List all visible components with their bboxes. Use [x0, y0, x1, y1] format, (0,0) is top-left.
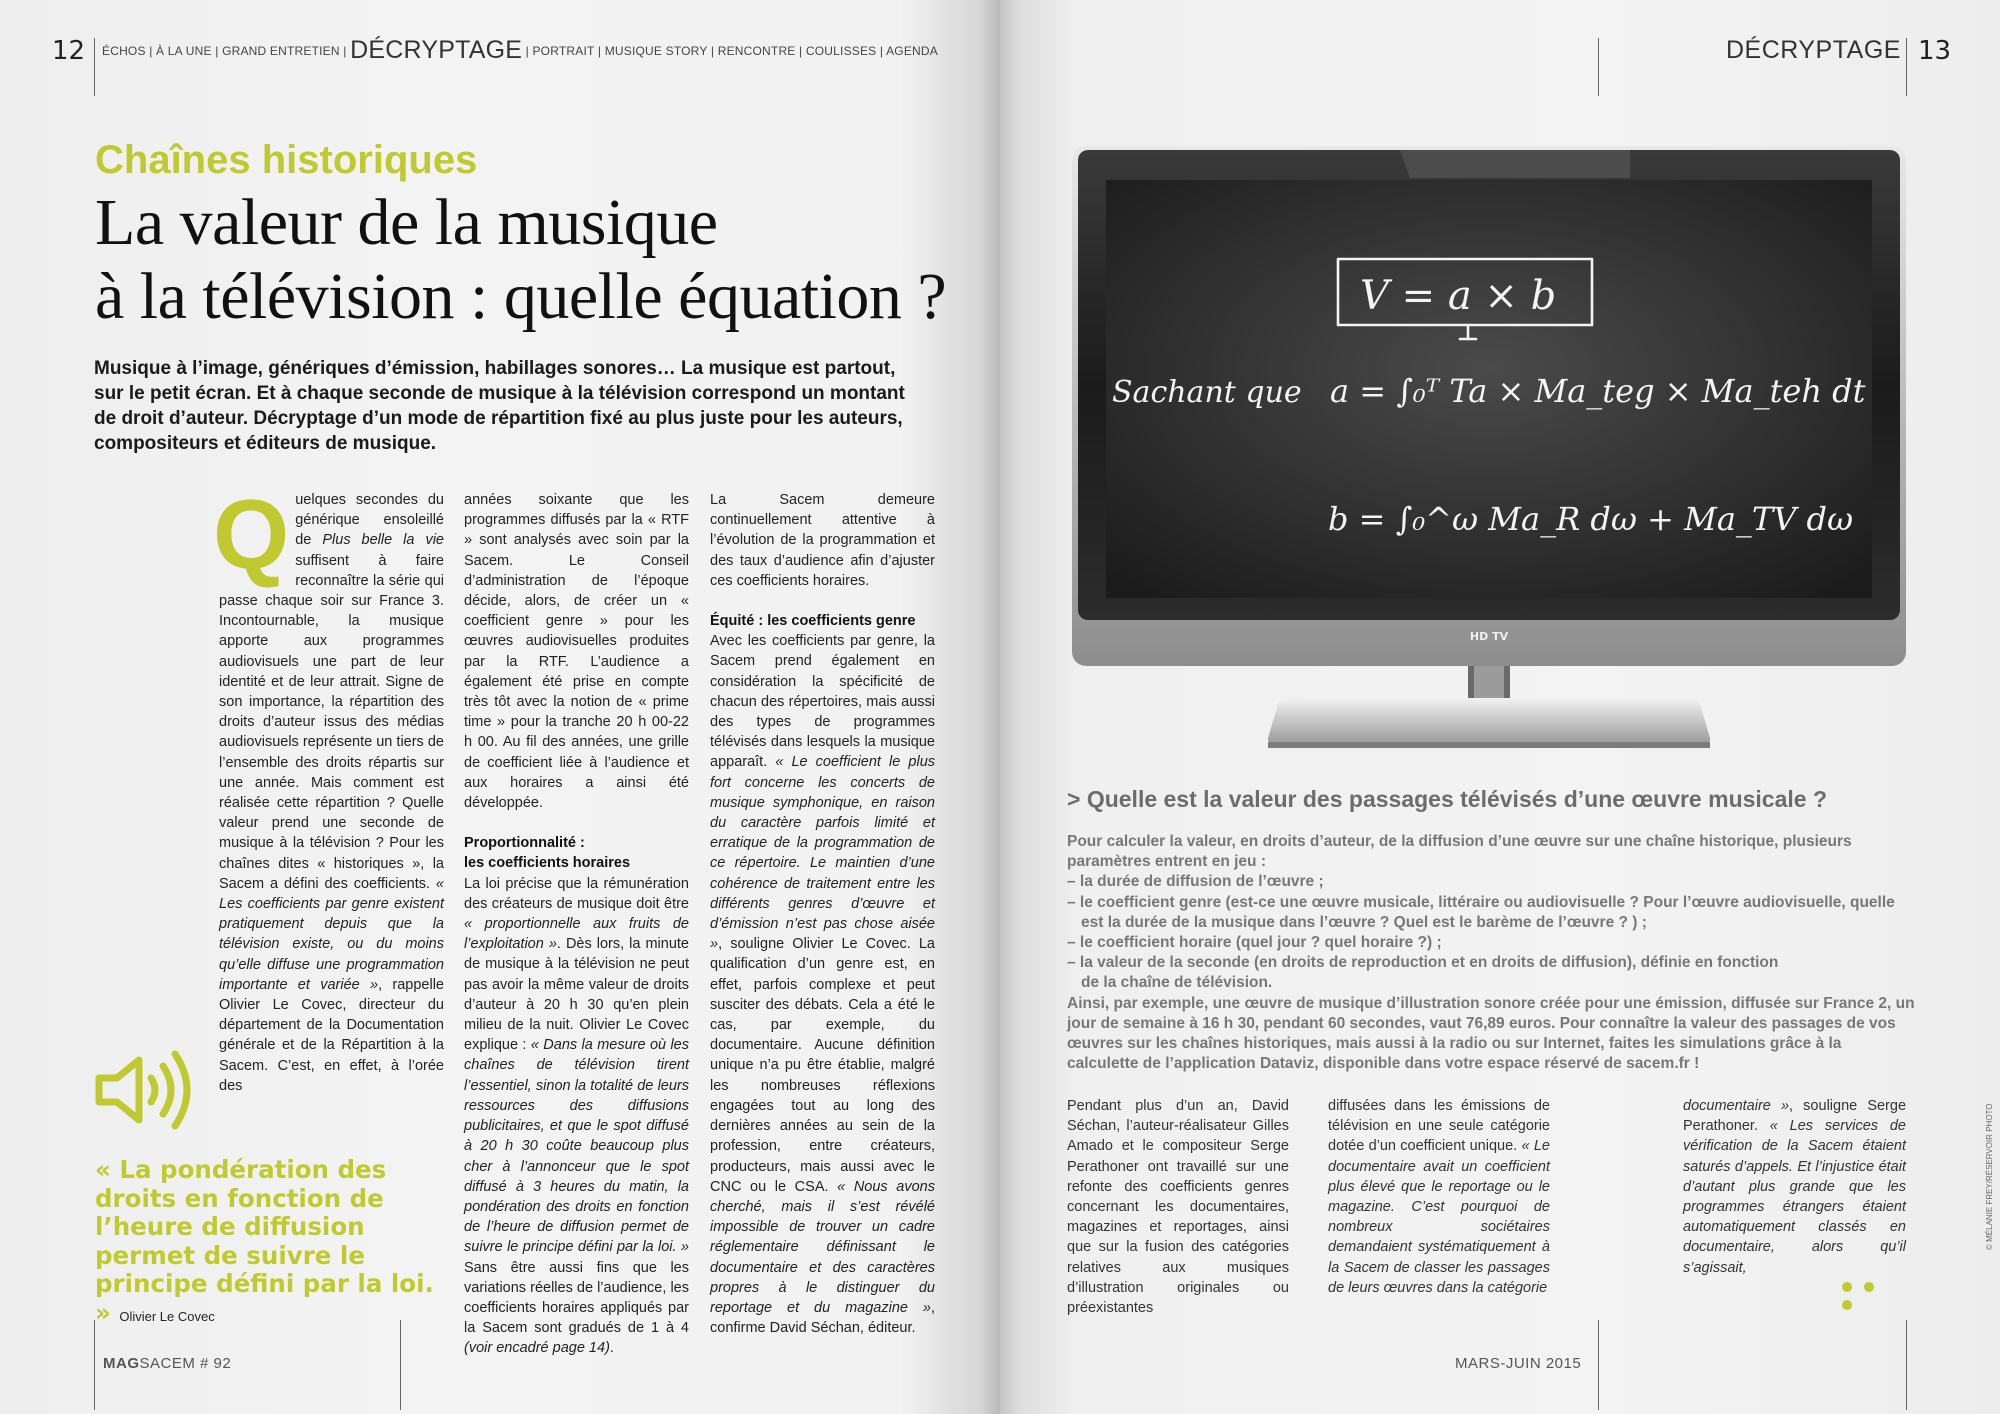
article-column-2: années soixante que les programmes diffusés par la « RTF » sont analysés avec soin par la Sacem. Le Conseil d’administration de l’époque décide, alors, de créer un « coefficient genre » pour les œuvres audiovisuelles produites par la RTF. L’audience a également été prise en compte très tôt avec la notion de « prime time » pour la tranche 20 h 00-22 h 00. Au fil des années, une grille de coefficient liée à l’audience et aux horaires a ainsi été développée. Proportionnalité : les coefficients horaires La loi précise que la rémunération des créateurs de musique doit être « proportionnelle aux fruits de l’exploitation ». Dès lors, la minute de musique à la télévision ne peut pas avoir la même valeur de droits d’auteur à 20 h 30 qu’en plein milieu de la nuit. Olivier Le Covec explique : « Dans la mesure où les chaînes de télévision tirent l’essentiel, sinon la totalité de leurs ressources des diffusions publicitaires, et que le spot diffusé à 20 h 30 coûte beaucoup plus cher à l’annonceur que le spot diffusé à 3 heures du matin, la pondération des droits en fonction de l’heure de diffusion permet de suivre le principe défini par la loi. » Sans être aussi fins que les variations réelles de l’audience, les coefficients horaires appliqués par la Sacem sont gradués de 1 à 4 (voir encadré page 14). — [464, 492, 689, 1357]
info-box-text: Pour calculer la valeur, en droits d’auteur, de la diffusion d’une œuvre sur une chaîne historique, plusieurs paramètres entrent en jeu : – la durée de diffusion de l’œuvre ; – le coefficient genre (est-ce une œuvre musicale, littéraire ou audiovisuelle ? Pour l’œuvre audiovisuelle, quelle est la durée de la musique dans l’œuvre ? Quel est le barème de l’œuvre ? ) ; – le coefficient horaire (quel jour ? quel horaire ?) ; – la valeur de la seconde (en droits de reproduction et en droits de diffusion), définie en fonction de la chaîne de télévision. Ainsi, par exemple, une œuvre de musique d’illustration sonore créée pour une émission, diffusée sur France 2, un jour de semaine à 16 h 30, pendant 60 secondes, vaut 76,89 euros. Pour connaître la valeur des passages de vos œuvres sur les chaînes historiques, mais aussi à la radio ou sur Internet, faites les simulations grâce à la calculette de l’application Dataviz, disponible dans votre espace réservé de sacem.fr ! — [1067, 833, 1915, 1073]
right-column-1: Pendant plus d’un an, David Séchan, l’auteur-réalisateur Gilles Amado et le compositeur Serge Perathoner ont travaillé sur une refonte des coefficients genres concernant les documentaires, magazines et reportages, ainsi que sur la fusion des catégories relatives aux musiques d’illustration originales ou préexistantes — [1067, 1098, 1289, 1317]
article-title: La valeur de la musique à la télévision : quelle équation ? — [95, 186, 947, 333]
tv-brand-label: HD TV — [1469, 630, 1509, 643]
pull-quote: « La pondération des droits en fonction de l’heure de diffusion permet de suivre le principe défini par la loi. » Olivier Le Covec — [95, 1155, 434, 1327]
quote-author: Olivier Le Covec — [119, 1308, 215, 1324]
tv-chalkboard-illustration — [1070, 144, 1908, 754]
nav-current-section: DÉCRYPTAGE — [350, 36, 523, 64]
article-column-3: La Sacem demeure continuellement attentive à l’évolution de la programmation et des taux d’audience afin d’ajuster ces coefficients horaires. Équité : les coefficients genre Avec les coefficients par genre, la Sacem prend également en considération la spécificité de chacun des répertoires, mais aussi des types de programmes télévisés dans lesquels la musique apparaît. « Le coefficient le plus fort concerne les concerts de musique symphonique, en raison du caractère parfois limité et erratique de la programmation de ce répertoire. Le maintien d’une cohérence de traitement entre les différents genres d’œuvre et d’émission n’est pas chose aisée », souligne Olivier Le Covec. La qualification d’un genre est, en effet, parfois complexe et peut susciter des débats. Cela a été le cas, par exemple, du documentaire. Aucune définition unique n’a pu être établie, malgré les nombreuses réflexions engagées tout au long des dernières années au sein de la profession, entre créateurs, producteurs, mais aussi avec le CNC ou le CSA. « Nous avons cherché, mais il s’est révélé impossible de trouver un cadre réglementaire définissant le documentaire et des caractères propres à le distinguer du reportage et du magazine », confirme David Séchan, éditeur. — [710, 492, 936, 1337]
footer-magazine: MAGSACEM # 92 — [103, 1355, 232, 1372]
subheading-equite: Équité : les coefficients genre — [710, 613, 916, 630]
page-number: 13 — [1918, 36, 1952, 66]
page-number: 12 — [52, 36, 86, 66]
right-column-3: documentaire », souligne Serge Perathoner. « Les services de vérification de la Sacem étaient saturés d’appels. Et l’injustice était d’autant plus grande que les programmes étrangers étaient automatiquement classés en documentaire, alors qu’il s’agissait, — [1683, 1098, 1907, 1276]
svg-text:Sachant que: Sachant que — [1112, 375, 1302, 410]
header-divider — [94, 38, 95, 96]
section-nav: ÉCHOS | À LA UNE | GRAND ENTRETIEN | DÉCRYPTAGE | PORTRAIT | MUSIQUE STORY | RENCONTRE | COULISSES | AGENDA — [102, 36, 938, 64]
drop-cap: Q — [213, 479, 290, 589]
footer-divider — [94, 1320, 95, 1410]
article-lead: Musique à l’image, génériques d’émission, habillages sonores… La musique est partout, sur le petit écran. Et à chaque seconde de musique à la télévision correspond un montant de droit d’auteur. Décryptage d’un mode de répartition fixé au plus juste pour les auteurs, compositeurs et éditeurs de musique. — [94, 358, 905, 454]
article-kicker: Chaînes historiques — [95, 138, 478, 182]
continue-dots — [1842, 1279, 1902, 1291]
subheading-proportionnalite: Proportionnalité : — [464, 835, 585, 852]
speaker-icon — [95, 1050, 200, 1130]
article-column-1: Quelques secondes du générique ensoleillé de Plus belle la vie suffisent à faire reconnaître la série qui passe chaque soir sur France 3. Incontournable, la musique apporte aux programmes audiovisuels une part de leur identité et de leur attrait. Signe de son importance, la répartition des droits d’auteur issus des médias audiovisuels représente un tiers de l’ensemble des droits répartis sur une année. Mais comment est réalisée cette répartition ? Quelle valeur prend une seconde de musique à la télévision ? Pour les chaînes dites « historiques », la Sacem a défini des coefficients. « Les coefficients par genre existent pratiquement depuis que la télévision existe, ou du moins qu’elle diffuse une programmation importante et variée », rappelle Olivier Le Covec, directeur du département de la Documentation générale et de la Répartition à la Sacem. C’est, en effet, à l’orée des — [213, 479, 444, 1094]
section-title: DÉCRYPTAGE — [1726, 36, 1901, 64]
right-column-2: diffusées dans les émissions de télévision en une seule catégorie dotée d’un coefficient unique. « Le documentaire avait un coefficient plus élevé que le reportage ou le magazine. C’est pourquoi de nombreux sociétaires demandaient systématiquement à la Sacem de classer les passages de leurs œuvres dans la catégorie — [1328, 1098, 1550, 1296]
info-box-title: > Quelle est la valeur des passages télévisés d’une œuvre musicale ? — [1067, 786, 1827, 812]
svg-text:V = a × b: V = a × b — [1360, 273, 1557, 319]
footer-date: MARS-JUIN 2015 — [1455, 1355, 1582, 1372]
svg-text:b = ∫₀^ω Ma_R dω + Ma_TV dω: b = ∫₀^ω Ma_R dω + Ma_TV dω — [1328, 500, 1854, 538]
photo-credit: © MÉLANIE FREY/RÉSERVOIR PHOTO — [1985, 1103, 1994, 1250]
svg-text:a = ∫₀ᵀ Ta × Ma_teg × Ma_teh d: a = ∫₀ᵀ Ta × Ma_teg × Ma_teh dt — [1330, 372, 1866, 410]
